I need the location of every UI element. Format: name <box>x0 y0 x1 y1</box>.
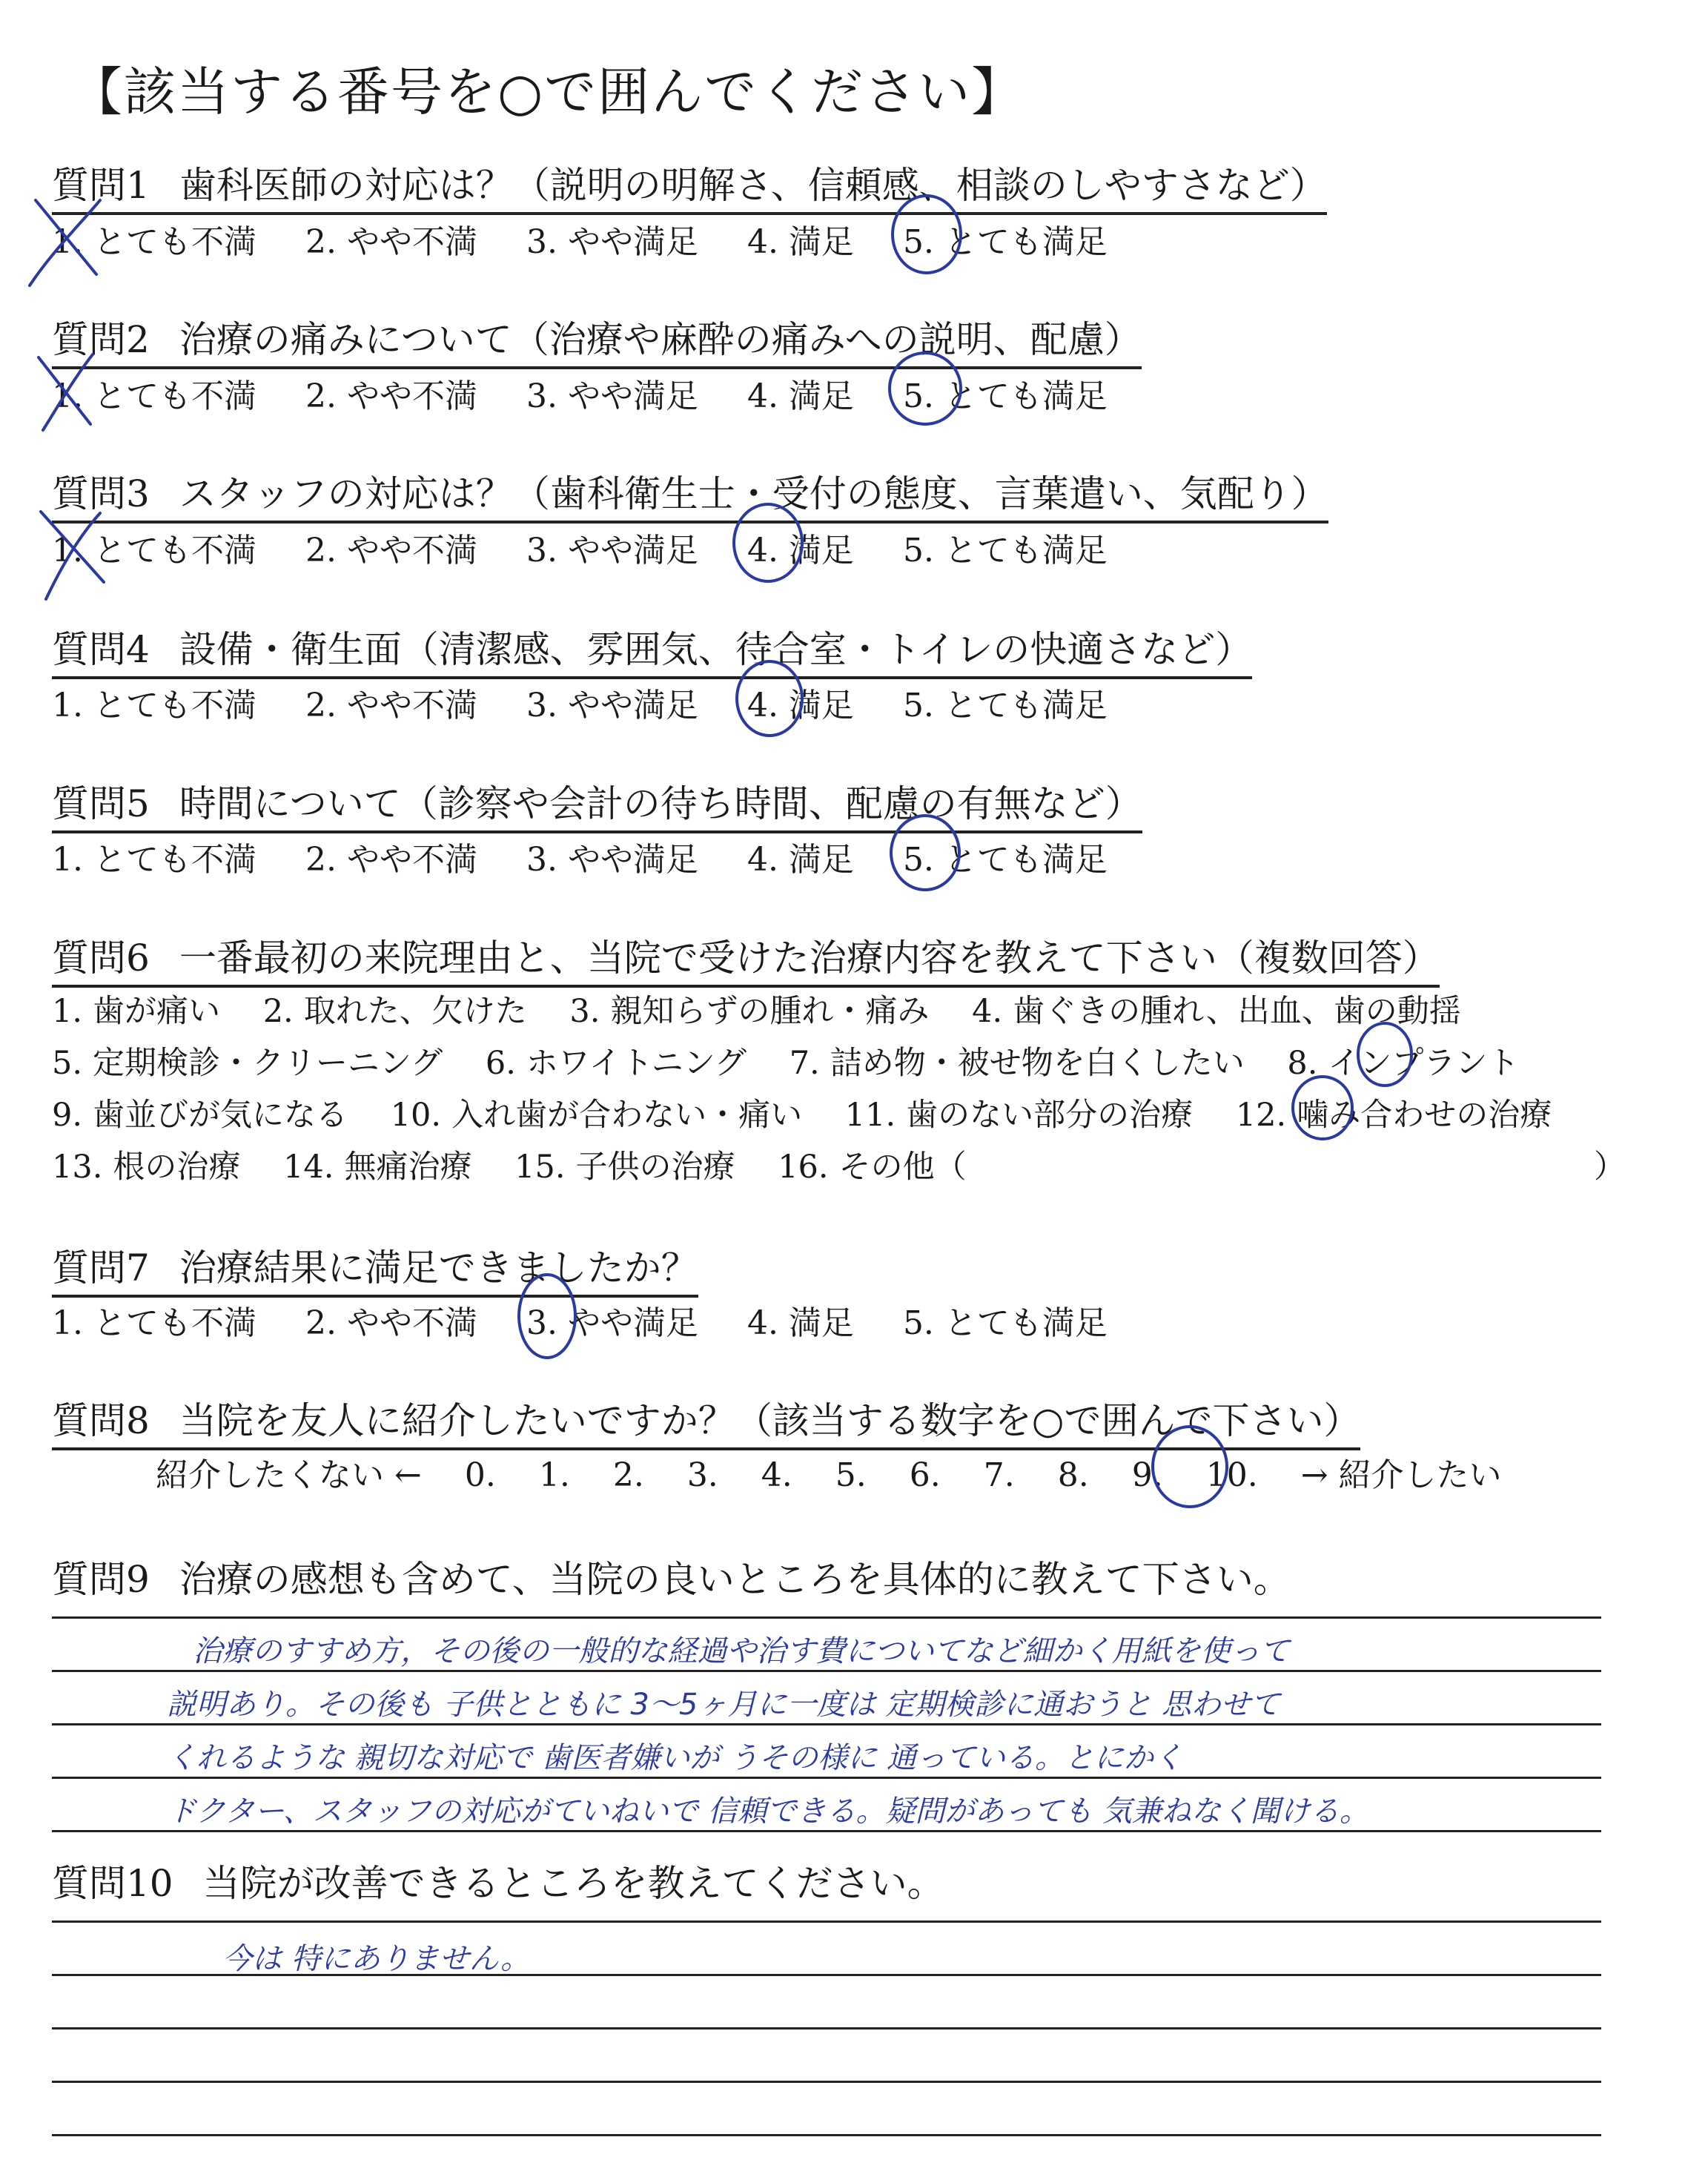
q9-answer-text-1[interactable]: 治療のすすめ方，その後の一般的な経過や治す費についてなど細かく用紙を使って <box>193 1634 1290 1668</box>
q8-value-4[interactable]: 4. <box>761 1456 792 1494</box>
q5-text: 時間について（診察や会計の待ち時間、配慮の有無など） <box>179 782 1142 825</box>
q6-row-3 <box>52 1090 1584 1135</box>
q8-value-6[interactable]: 6. <box>909 1456 941 1494</box>
q9-answer-line-1 <box>52 1616 1601 1619</box>
q4-options <box>52 678 1146 726</box>
q2-option-2[interactable]: 2. やや不満 <box>305 377 477 415</box>
q9-number: 質問9 <box>52 1558 150 1601</box>
q5-option-4[interactable]: 4. 満足 <box>747 841 854 879</box>
q8-value-7[interactable]: 7. <box>983 1456 1015 1494</box>
q8-heading <box>52 1391 1360 1450</box>
q7-option-1[interactable]: 1. とても不満 <box>52 1304 256 1342</box>
q9-answer-line-4 <box>52 1777 1601 1779</box>
q2-option-1[interactable]: 1. とても不満 <box>52 377 256 415</box>
q6-other-close-paren: ） <box>1594 1149 1626 1186</box>
q5-number: 質問5 <box>52 782 150 825</box>
q6-number: 質問6 <box>52 937 150 980</box>
q2-text: 治療の痛みについて（治療や麻酔の痛みへの説明、配慮） <box>179 318 1142 361</box>
q8-number: 質問8 <box>52 1399 150 1442</box>
q10-number: 質問10 <box>52 1862 173 1905</box>
q2-options <box>52 369 1146 417</box>
q6-option-14[interactable]: 14. 無痛治療 <box>283 1149 472 1186</box>
q6-option-15[interactable]: 15. 子供の治療 <box>514 1149 735 1186</box>
q6-row-1 <box>52 986 1494 1031</box>
q9-answer-line-3 <box>52 1723 1601 1725</box>
q8-value-5[interactable]: 5. <box>835 1456 867 1494</box>
q8-scale <box>156 1448 1535 1496</box>
q10-answer-line-5 <box>52 2134 1601 2136</box>
page-title: 【該当する番号を○で囲んでください】 <box>70 62 1025 122</box>
q6-option-3[interactable]: 3. 親知らずの腫れ・痛み <box>569 993 930 1030</box>
q2-option-4[interactable]: 4. 満足 <box>747 377 854 415</box>
q2-heading <box>52 310 1142 369</box>
q8-value-3[interactable]: 3. <box>686 1456 718 1494</box>
q2-number: 質問2 <box>52 318 150 361</box>
q7-option-4[interactable]: 4. 満足 <box>747 1304 854 1342</box>
q4-heading <box>52 620 1252 679</box>
q6-text: 一番最初の来院理由と、当院で受けた治療内容を教えて下さい（複数回答） <box>179 937 1440 980</box>
q8-value-8[interactable]: 8. <box>1057 1456 1089 1494</box>
q6-option-9[interactable]: 9. 歯並びが気になる <box>52 1097 348 1134</box>
q1-option-3[interactable]: 3. やや満足 <box>526 223 698 261</box>
q3-option-2[interactable]: 2. やや不満 <box>305 532 477 569</box>
q6-option-12[interactable]: 12. 噛み合わせの治療 <box>1235 1097 1552 1134</box>
q9-heading <box>52 1550 1291 1606</box>
q3-heading <box>52 464 1328 524</box>
q6-option-11[interactable]: 11. 歯のない部分の治療 <box>844 1097 1194 1134</box>
q4-text: 設備・衛生面（清潔感、雰囲気、待合室・トイレの快適さなど） <box>179 628 1253 671</box>
q4-option-3[interactable]: 3. やや満足 <box>526 687 698 724</box>
q6-option-5[interactable]: 5. 定期検診・クリーニング <box>52 1045 443 1082</box>
q10-answer-line-3 <box>52 2027 1601 2029</box>
q4-option-2[interactable]: 2. やや不満 <box>305 687 477 724</box>
q3-option-5[interactable]: 5. とても満足 <box>902 532 1108 569</box>
q1-options <box>52 215 1146 262</box>
q10-heading <box>52 1854 944 1910</box>
q4-option-1[interactable]: 1. とても不満 <box>52 687 256 724</box>
q5-option-2[interactable]: 2. やや不満 <box>305 841 477 879</box>
q6-option-16[interactable]: 16. その他（ <box>778 1149 967 1186</box>
q7-option-2[interactable]: 2. やや不満 <box>305 1304 477 1342</box>
q5-option-1[interactable]: 1. とても不満 <box>52 841 256 879</box>
q5-option-5[interactable]: 5. とても満足 <box>902 841 1108 879</box>
q7-option-5[interactable]: 5. とても満足 <box>902 1304 1108 1342</box>
q7-options <box>52 1296 1146 1344</box>
q5-heading <box>52 774 1142 833</box>
q8-right-label: → 紹介したい <box>1300 1456 1502 1494</box>
q9-answer-line-5 <box>52 1830 1601 1832</box>
q6-option-13[interactable]: 13. 根の治療 <box>52 1149 241 1186</box>
q4-number: 質問4 <box>52 628 150 671</box>
q6-option-6[interactable]: 6. ホワイトニング <box>485 1045 747 1082</box>
q9-answer-text-4[interactable]: ドクター、スタッフの対応がていねいで 信頼できる。疑問があっても 気兼ねなく聞ける。 <box>167 1794 1369 1829</box>
q5-option-3[interactable]: 3. やや満足 <box>526 841 698 879</box>
q3-option-1[interactable]: 1. とても不満 <box>52 532 256 569</box>
q6-option-10[interactable]: 10. 入れ歯が合わない・痛い <box>390 1097 803 1134</box>
q8-left-label: 紹介したくない ← <box>156 1456 422 1494</box>
q10-answer-line-4 <box>52 2081 1601 2083</box>
q6-heading <box>52 928 1440 988</box>
q1-option-2[interactable]: 2. やや不満 <box>305 223 477 261</box>
q3-option-4[interactable]: 4. 満足 <box>747 532 854 569</box>
q7-option-3[interactable]: 3. やや満足 <box>526 1304 698 1342</box>
q3-number: 質問3 <box>52 472 150 515</box>
q9-text: 治療の感想も含めて、当院の良いところを具体的に教えて下さい。 <box>179 1558 1291 1601</box>
q1-option-1[interactable]: 1. とても不満 <box>52 223 256 261</box>
q8-value-10[interactable]: 10. <box>1205 1456 1258 1494</box>
q7-text: 治療結果に満足できましたか？ <box>179 1246 698 1289</box>
q6-option-2[interactable]: 2. 取れた、欠けた <box>262 993 527 1030</box>
q10-answer-line-1 <box>52 1920 1601 1923</box>
q1-number: 質問1 <box>52 164 150 207</box>
q1-text: 歯科医師の対応は？（説明の明解さ、信頼感、相談のしやすさなど） <box>179 164 1327 207</box>
q10-answer-text[interactable]: 今は 特にありません。 <box>222 1942 531 1976</box>
q8-value-2[interactable]: 2. <box>612 1456 644 1494</box>
q2-option-3[interactable]: 3. やや満足 <box>526 377 698 415</box>
q6-option-7[interactable]: 7. 詰め物・被せ物を白くしたい <box>789 1045 1245 1082</box>
q1-option-5[interactable]: 5. とても満足 <box>902 223 1108 261</box>
q6-row-4 <box>52 1142 999 1187</box>
q1-option-4[interactable]: 4. 満足 <box>747 223 854 261</box>
q6-option-8[interactable]: 8. インプラント <box>1287 1045 1520 1082</box>
q5-options <box>52 833 1146 880</box>
q10-text: 当院が改善できるところを教えてください。 <box>202 1862 944 1905</box>
q1-heading <box>52 156 1327 215</box>
q2-option-5[interactable]: 5. とても満足 <box>902 377 1108 415</box>
q3-text: スタッフの対応は？（歯科衛生士・受付の態度、言葉遣い、気配り） <box>179 472 1328 515</box>
q6-row-2 <box>52 1038 1552 1083</box>
q8-value-0[interactable]: 0. <box>464 1456 496 1494</box>
q8-value-1[interactable]: 1. <box>538 1456 570 1494</box>
q6-option-1[interactable]: 1. 歯が痛い <box>52 993 221 1030</box>
q8-value-9[interactable]: 9. <box>1131 1456 1163 1494</box>
q4-option-4[interactable]: 4. 満足 <box>747 687 854 724</box>
q3-option-3[interactable]: 3. やや満足 <box>526 532 698 569</box>
q9-answer-line-2 <box>52 1670 1601 1672</box>
q4-option-5[interactable]: 5. とても満足 <box>902 687 1108 724</box>
q9-answer-text-2[interactable]: 説明あり。その後も 子供とともに 3～5ヶ月に一度は 定期検診に通おうと 思わせて <box>167 1688 1280 1722</box>
q6-option-4[interactable]: 4. 歯ぐきの腫れ、出血、歯の動揺 <box>972 993 1461 1030</box>
q8-text: 当院を友人に紹介したいですか？（該当する数字を○で囲んで下さい） <box>179 1399 1361 1442</box>
q9-answer-text-3[interactable]: くれるような 親切な対応で 歯医者嫌いが うその様に 通っている。とにかく <box>167 1741 1183 1775</box>
q7-heading <box>52 1238 698 1298</box>
q7-number: 質問7 <box>52 1246 150 1289</box>
q3-options <box>52 524 1146 571</box>
